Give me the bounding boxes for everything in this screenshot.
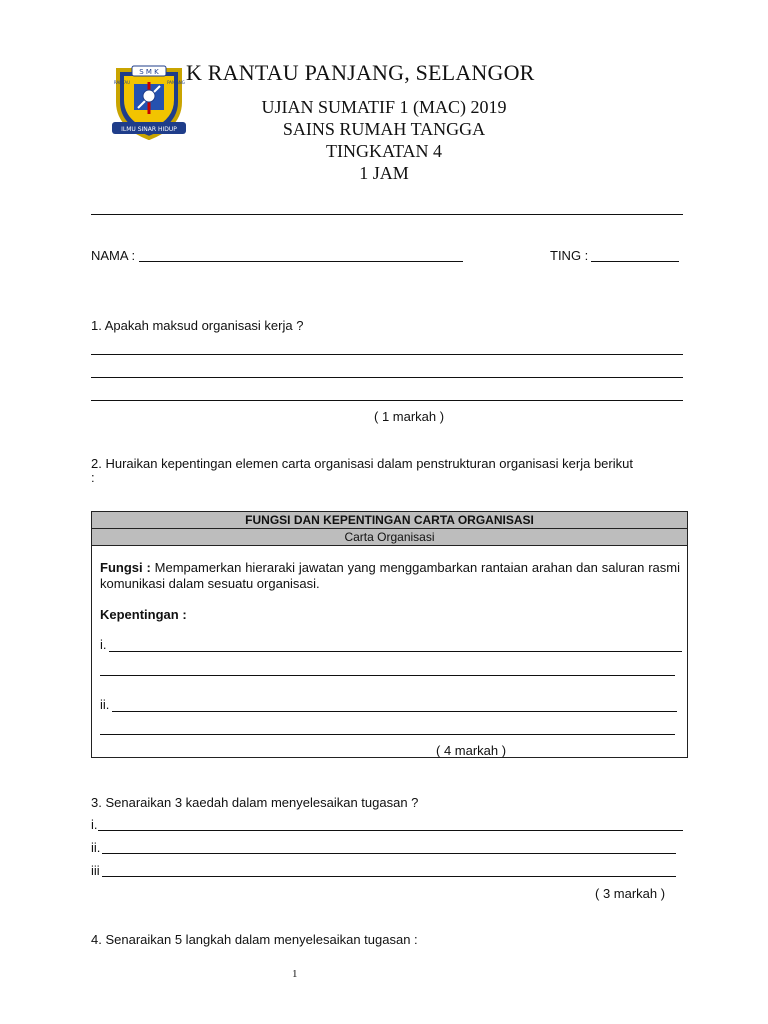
svg-text:RANTAU: RANTAU <box>113 80 131 85</box>
answer-line[interactable] <box>98 830 683 831</box>
answer-line[interactable] <box>91 400 683 401</box>
question-1: 1. Apakah maksud organisasi kerja ? <box>91 318 304 333</box>
question-2: 2. Huraikan kepentingan elemen carta organisasi dalam penstrukturan organisasi kerja berikut <box>91 456 633 471</box>
subject-title: SAINS RUMAH TANGGA <box>282 119 486 139</box>
page-number: 1 <box>292 968 298 980</box>
answer-line[interactable] <box>91 354 683 355</box>
q1-marks: ( 1 markah ) <box>374 409 445 424</box>
question-2-cont: : <box>91 470 95 485</box>
svg-text:PANJANG: PANJANG <box>167 80 185 85</box>
class-field[interactable] <box>591 261 679 262</box>
q3-marks: ( 3 markah ) <box>595 886 666 901</box>
org-chart-table <box>91 511 688 758</box>
duration-title: 1 JAM <box>359 163 409 183</box>
item-ii-label: ii. <box>100 697 110 712</box>
svg-text:S M K: S M K <box>139 68 159 76</box>
answer-line[interactable] <box>102 876 676 877</box>
item-i-label: i. <box>100 637 107 652</box>
answer-line[interactable] <box>100 675 675 676</box>
table-title: FUNGSI DAN KEPENTINGAN CARTA ORGANISASI <box>92 512 687 529</box>
answer-line[interactable] <box>100 734 675 735</box>
question-3: 3. Senaraikan 3 kaedah dalam menyelesaikan tugasan ? <box>91 795 419 810</box>
question-4: 4. Senaraikan 5 langkah dalam menyelesaikan tugasan : <box>91 932 418 947</box>
answer-line[interactable] <box>102 853 676 854</box>
name-field[interactable] <box>139 261 463 262</box>
name-label: NAMA : <box>91 248 136 263</box>
q3-item-iii: iii <box>91 863 100 878</box>
q2-marks: ( 4 markah ) <box>436 743 507 758</box>
school-name: K RANTAU PANJANG, SELANGOR <box>186 60 535 85</box>
class-label: TING : <box>550 248 589 263</box>
answer-line[interactable] <box>91 377 683 378</box>
answer-line[interactable] <box>109 651 682 652</box>
answer-line[interactable] <box>112 711 677 712</box>
q3-item-ii: ii. <box>91 840 101 855</box>
exam-title: UJIAN SUMATIF 1 (MAC) 2019 <box>261 97 507 117</box>
table-subtitle: Carta Organisasi <box>92 529 687 546</box>
header-divider <box>91 214 683 215</box>
svg-text:ILMU SINAR HIDUP: ILMU SINAR HIDUP <box>121 126 177 133</box>
form-title: TINGKATAN 4 <box>325 141 443 161</box>
fungsi-text: Mempamerkan hieraraki jawatan yang menggambarkan rantaian arahan dan saluran rasmi komunikasi dalam sesuatu organisasi. <box>100 560 680 591</box>
fungsi-label: Fungsi : <box>100 560 151 575</box>
fungsi-paragraph <box>100 560 680 592</box>
kepentingan-label: Kepentingan : <box>100 607 187 622</box>
q3-item-i: i. <box>91 817 98 832</box>
